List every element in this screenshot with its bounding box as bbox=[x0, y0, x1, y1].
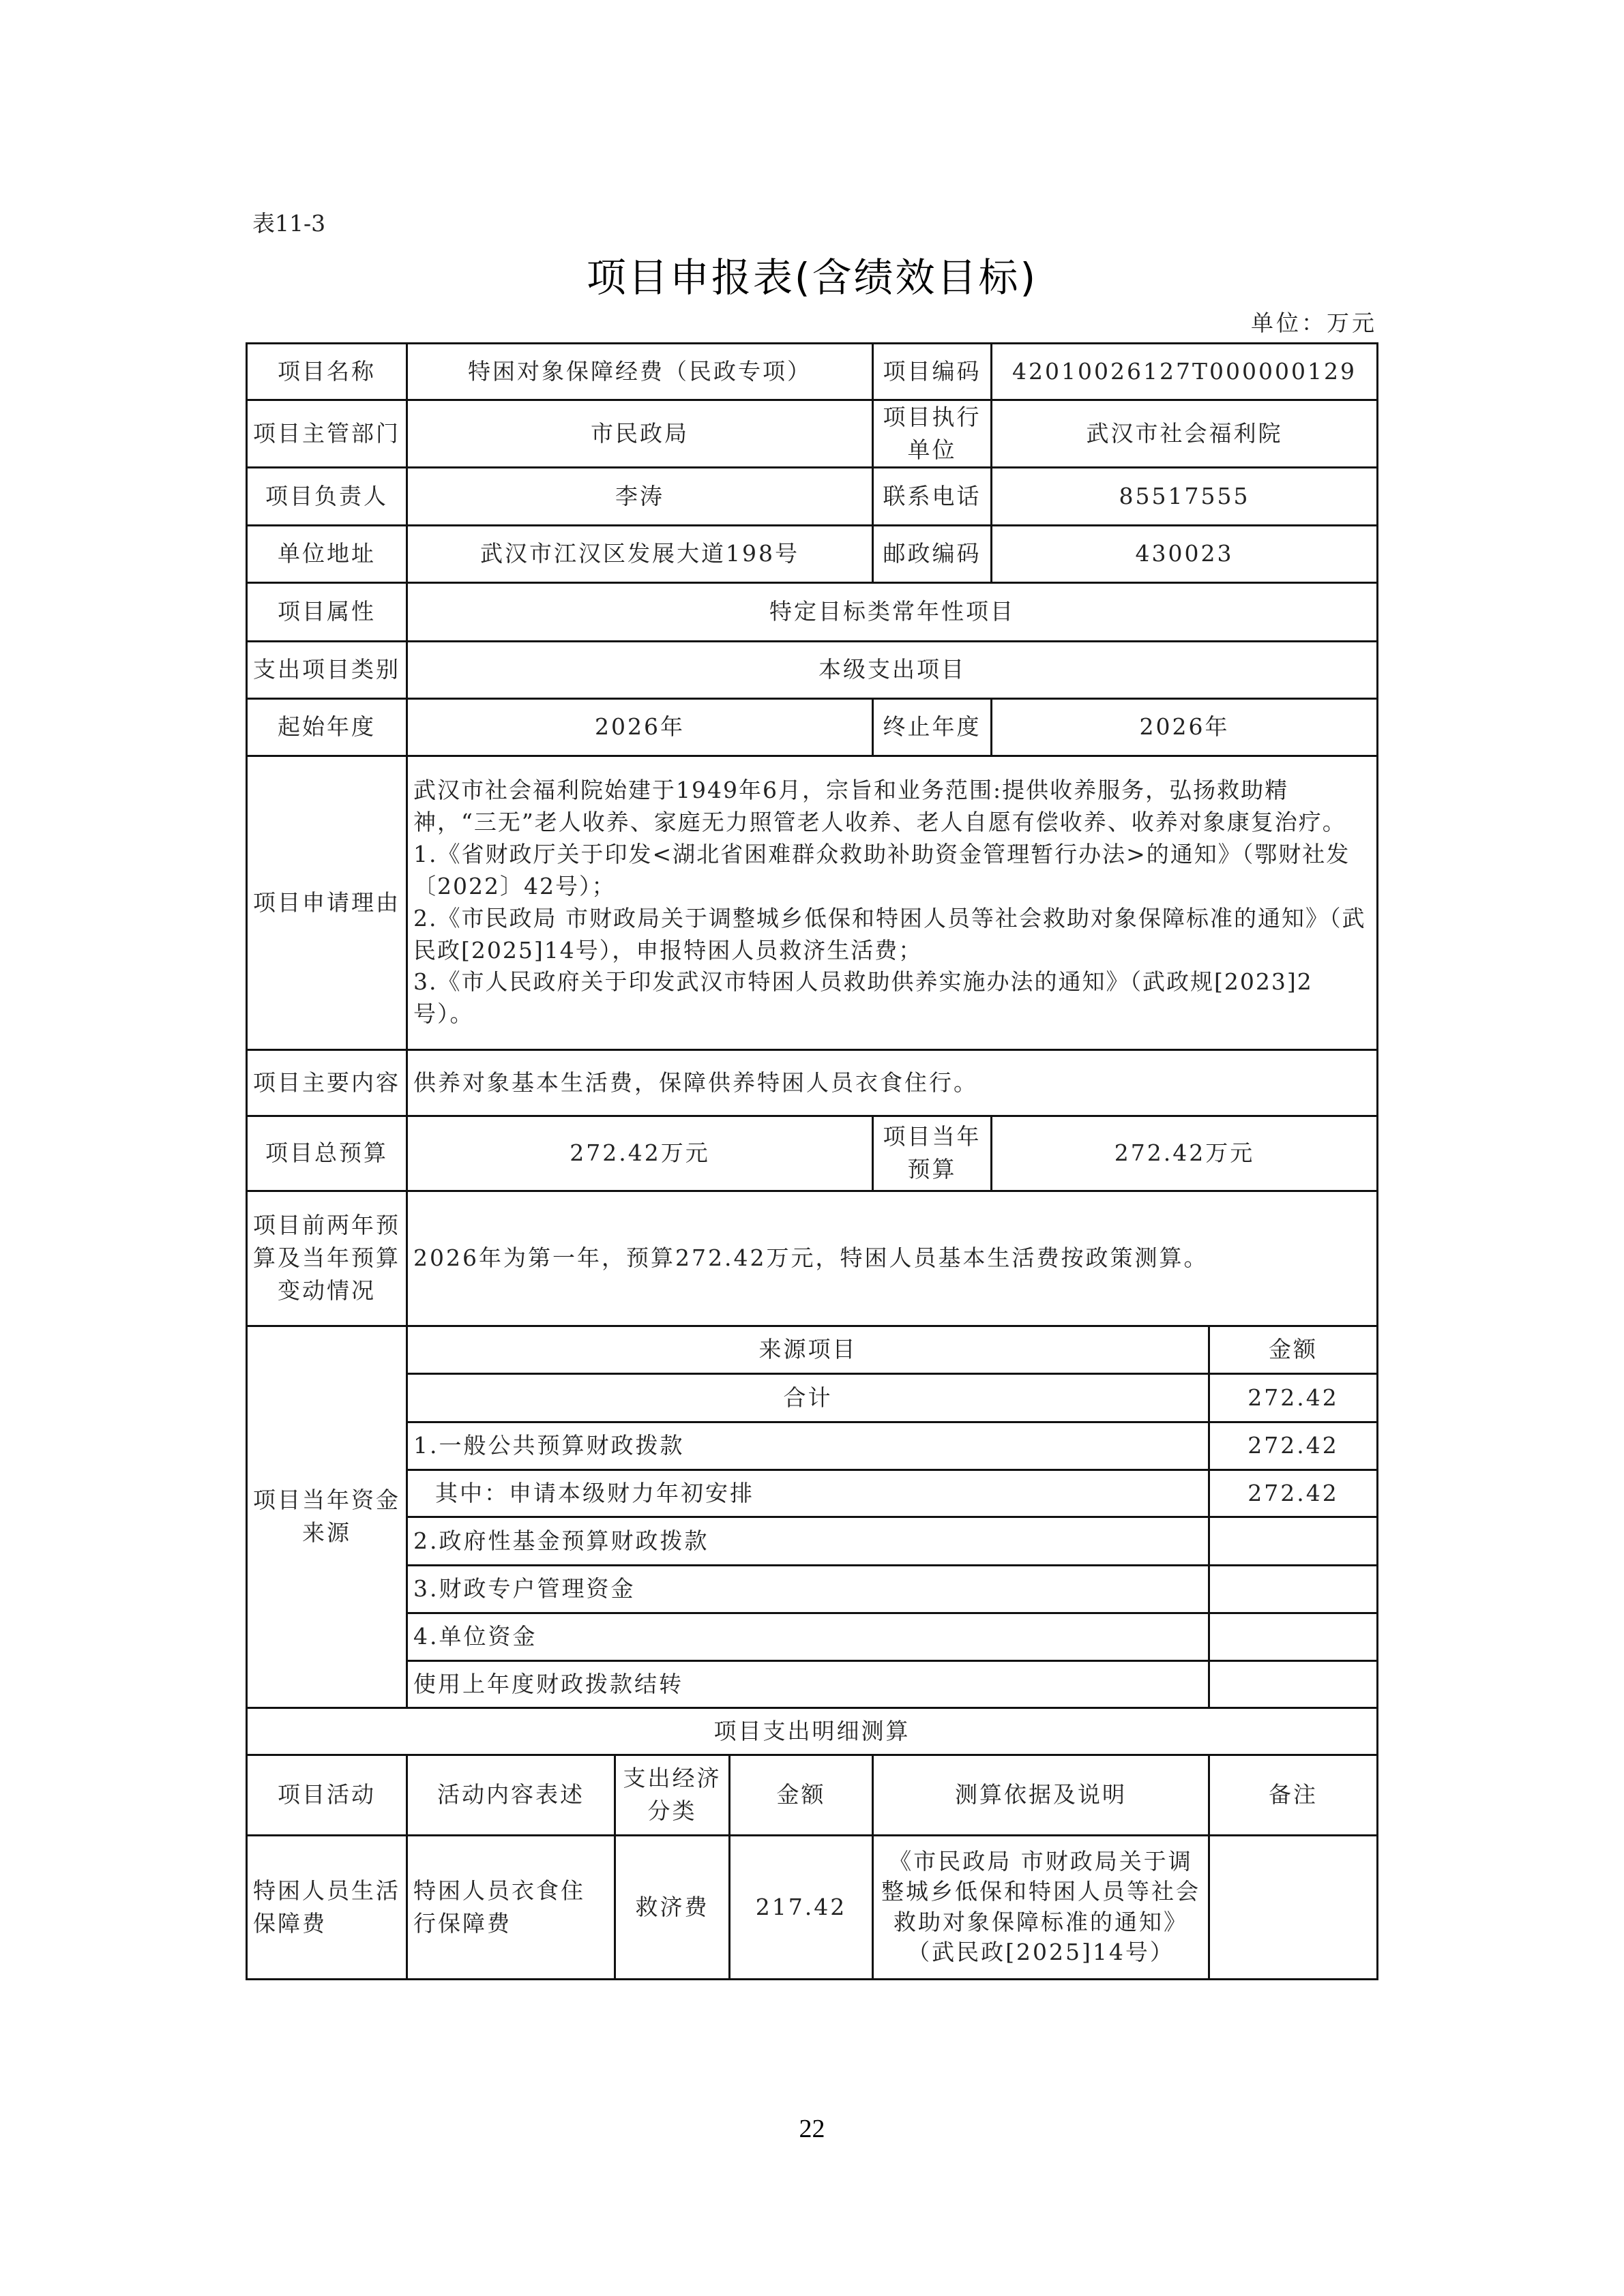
detail-header-basis: 测算依据及说明 bbox=[873, 1755, 1209, 1835]
detail-description: 特困人员衣食住行保障费 bbox=[407, 1835, 615, 1979]
leader-value: 李涛 bbox=[407, 467, 873, 525]
detail-section-row bbox=[247, 1708, 1378, 1755]
project-name-label: 项目名称 bbox=[247, 344, 407, 400]
project-application-table bbox=[246, 342, 1378, 1980]
detail-activity: 特困人员生活保障费 bbox=[247, 1835, 407, 1979]
funding-label: 项目当年资金来源 bbox=[247, 1326, 407, 1708]
reason-line: 3.《市人民政府关于印发武汉市特困人员救助供养实施办法的通知》（武政规[2023]2号）。 bbox=[413, 968, 1313, 1028]
row-leader bbox=[247, 467, 1378, 525]
table-number: 表11-3 bbox=[252, 210, 326, 237]
detail-remark bbox=[1209, 1835, 1378, 1979]
address-value: 武汉市江汉区发展大道198号 bbox=[407, 525, 873, 582]
row-content bbox=[247, 1049, 1378, 1116]
reason-label: 项目申请理由 bbox=[247, 756, 407, 1049]
reason-line: 1.《省财政厅关于印发<湖北省困难群众救助补助资金管理暂行办法>的通知》（鄂财社发〔2022〕42号）； bbox=[413, 840, 1350, 899]
funding-source: 4.单位资金 bbox=[407, 1613, 1209, 1660]
funding-source: 合计 bbox=[407, 1373, 1209, 1422]
category-value: 本级支出项目 bbox=[407, 641, 1378, 698]
row-budget-change bbox=[247, 1191, 1378, 1326]
phone-label: 联系电话 bbox=[873, 467, 992, 525]
detail-header-description: 活动内容表述 bbox=[407, 1755, 615, 1835]
address-label: 单位地址 bbox=[247, 525, 407, 582]
detail-section-title: 项目支出明细测算 bbox=[247, 1708, 1378, 1755]
row-years bbox=[247, 698, 1378, 756]
postcode-value: 430023 bbox=[992, 525, 1378, 582]
page-number: 22 bbox=[799, 2115, 825, 2143]
detail-row bbox=[247, 1835, 1378, 1979]
row-reason bbox=[247, 756, 1378, 1049]
end-year-value: 2026年 bbox=[992, 698, 1378, 756]
exec-unit-value: 武汉市社会福利院 bbox=[992, 400, 1378, 468]
funding-row bbox=[247, 1613, 1378, 1660]
start-year-value: 2026年 bbox=[407, 698, 873, 756]
funding-source: 2.政府性基金预算财政拨款 bbox=[407, 1517, 1209, 1565]
attribute-value: 特定目标类常年性项目 bbox=[407, 582, 1378, 641]
content-label: 项目主要内容 bbox=[247, 1049, 407, 1116]
detail-basis: 《市民政局 市财政局关于调整城乡低保和特困人员等社会救助对象保障标准的通知》（武民政[2025]14号） bbox=[873, 1835, 1209, 1979]
funding-row bbox=[247, 1470, 1378, 1517]
project-name-value: 特困对象保障经费（民政专项） bbox=[407, 344, 873, 400]
change-value: 2026年为第一年，预算272.42万元，特困人员基本生活费按政策测算。 bbox=[407, 1191, 1378, 1326]
funding-source: 3.财政专户管理资金 bbox=[407, 1565, 1209, 1613]
change-label: 项目前两年预算及当年预算变动情况 bbox=[247, 1191, 407, 1326]
total-budget-label: 项目总预算 bbox=[247, 1116, 407, 1191]
funding-source-header: 来源项目 bbox=[407, 1326, 1209, 1373]
detail-header-row bbox=[247, 1755, 1378, 1835]
dept-value: 市民政局 bbox=[407, 400, 873, 468]
dept-label: 项目主管部门 bbox=[247, 400, 407, 468]
row-budget bbox=[247, 1116, 1378, 1191]
detail-header-activity: 项目活动 bbox=[247, 1755, 407, 1835]
row-department bbox=[247, 400, 1378, 468]
project-code-label: 项目编码 bbox=[873, 344, 992, 400]
funding-amount: 272.42 bbox=[1209, 1422, 1378, 1470]
attribute-label: 项目属性 bbox=[247, 582, 407, 641]
reason-line: 武汉市社会福利院始建于1949年6月，宗旨和业务范围:提供收养服务，弘扬救助精神，“三无”老人收养、家庭无力照管老人收养、老人自愿有偿收养、收养对象康复治疗。 bbox=[413, 777, 1346, 836]
funding-header-row bbox=[247, 1326, 1378, 1373]
reason-value bbox=[407, 756, 1378, 1049]
funding-source: 使用上年度财政拨款结转 bbox=[407, 1660, 1209, 1708]
start-year-label: 起始年度 bbox=[247, 698, 407, 756]
detail-header-econ-class: 支出经济分类 bbox=[615, 1755, 730, 1835]
unit-label: 单位：万元 bbox=[1251, 310, 1377, 336]
funding-amount: 272.42 bbox=[1209, 1373, 1378, 1422]
detail-header-remark: 备注 bbox=[1209, 1755, 1378, 1835]
funding-row bbox=[247, 1422, 1378, 1470]
funding-amount-header: 金额 bbox=[1209, 1326, 1378, 1373]
funding-amount bbox=[1209, 1660, 1378, 1708]
total-budget-value: 272.42万元 bbox=[407, 1116, 873, 1191]
current-budget-value: 272.42万元 bbox=[992, 1116, 1378, 1191]
funding-row bbox=[247, 1565, 1378, 1613]
row-address bbox=[247, 525, 1378, 582]
funding-source: 其中：申请本级财力年初安排 bbox=[407, 1470, 1209, 1517]
funding-amount: 272.42 bbox=[1209, 1470, 1378, 1517]
funding-row bbox=[247, 1373, 1378, 1422]
row-category bbox=[247, 641, 1378, 698]
phone-value: 85517555 bbox=[992, 467, 1378, 525]
detail-header-amount: 金额 bbox=[730, 1755, 873, 1835]
detail-amount: 217.42 bbox=[730, 1835, 873, 1979]
funding-source: 1.一般公共预算财政拨款 bbox=[407, 1422, 1209, 1470]
funding-row bbox=[247, 1660, 1378, 1708]
row-attribute bbox=[247, 582, 1378, 641]
funding-row bbox=[247, 1517, 1378, 1565]
row-project-name bbox=[247, 344, 1378, 400]
funding-amount bbox=[1209, 1517, 1378, 1565]
reason-line: 2.《市民政局 市财政局关于调整城乡低保和特困人员等社会救助对象保障标准的通知》（武民政[2025]14号），申报特困人员救济生活费； bbox=[413, 904, 1366, 964]
funding-amount bbox=[1209, 1565, 1378, 1613]
content-value: 供养对象基本生活费，保障供养特困人员衣食住行。 bbox=[407, 1049, 1378, 1116]
funding-amount bbox=[1209, 1613, 1378, 1660]
postcode-label: 邮政编码 bbox=[873, 525, 992, 582]
project-code-value: 42010026127T000000129 bbox=[992, 344, 1378, 400]
page-title: 项目申报表(含绩效目标) bbox=[586, 254, 1038, 301]
detail-econ-class: 救济费 bbox=[615, 1835, 730, 1979]
category-label: 支出项目类别 bbox=[247, 641, 407, 698]
current-budget-label: 项目当年预算 bbox=[873, 1116, 992, 1191]
end-year-label: 终止年度 bbox=[873, 698, 992, 756]
exec-unit-label: 项目执行单位 bbox=[873, 400, 992, 468]
leader-label: 项目负责人 bbox=[247, 467, 407, 525]
